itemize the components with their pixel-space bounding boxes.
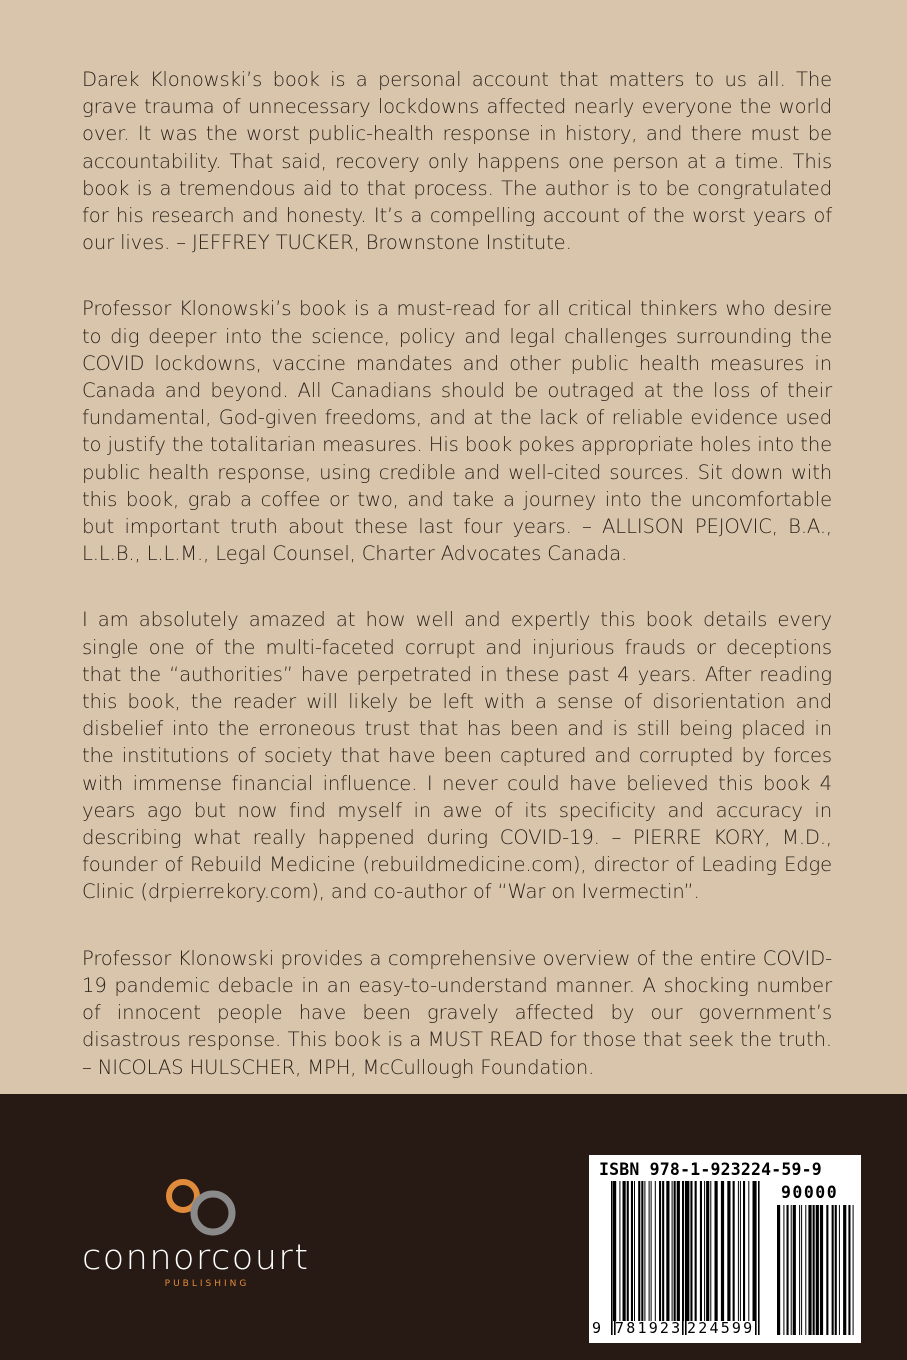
- barcode-bar: [805, 1205, 806, 1335]
- barcode-bar: [721, 1181, 724, 1321]
- barcode-bar: [690, 1181, 692, 1321]
- barcode-bar: [619, 1181, 620, 1321]
- endorsement-hulscher: Professor Klonowski provides a comprehensive overview of the entire COVID-19 pandemic debacle in an easy-to-understand manner. A shocking number of innocent people have been gravely affected by our government’s disastrous response. This book is a MUST READ for those that seek the truth. – NICOLAS HULSCHER, MPH, McCullough Foundation.: [82, 946, 832, 1079]
- barcode-guard-bar: [614, 1181, 616, 1335]
- barcode-bar: [791, 1205, 792, 1335]
- barcode-bar: [816, 1205, 819, 1335]
- barcode-bar: [733, 1181, 735, 1321]
- barcode-bar: [813, 1205, 815, 1335]
- barcode-bar: [793, 1205, 796, 1335]
- barcode-bar: [820, 1205, 823, 1335]
- isbn-label: ISBN 978-1-923224-59-9: [599, 1160, 822, 1179]
- endorsement-tucker: Darek Klonowski’s book is a personal account that matters to us all. The grave trauma of unnecessary lockdowns affected nearly everyone the world over. It was the worst public-health response in history, and there must be accountability. That said, recovery only happens one person at a time. This book is a tremendous aid to that process. The author is to be congratulated for his research and honesty. It’s a compelling account of the worst years of our lives. – JEFFREY TUCKER, Brownstone Institute.: [82, 68, 832, 255]
- barcode-bar: [666, 1181, 669, 1321]
- barcode-bar: [704, 1181, 705, 1321]
- barcode-bar: [677, 1181, 680, 1321]
- barcode-bar: [777, 1205, 780, 1335]
- barcode-guard-bar: [755, 1181, 757, 1335]
- barcode-bar: [695, 1181, 697, 1321]
- barcode-bar: [715, 1181, 718, 1321]
- barcode-bar: [638, 1181, 640, 1321]
- barcode-bar: [853, 1205, 854, 1335]
- barcode-bar: [808, 1205, 811, 1335]
- barcode-bar: [623, 1181, 626, 1321]
- barcode-bar: [644, 1181, 645, 1321]
- barcode-guard-bar: [611, 1181, 613, 1335]
- barcode-bar: [839, 1205, 840, 1335]
- barcode-bar: [740, 1181, 741, 1321]
- barcode-bar: [634, 1181, 635, 1321]
- publisher-name: connorcourt: [82, 1238, 310, 1278]
- barcode-bar: [674, 1181, 676, 1321]
- barcode-bar: [799, 1205, 800, 1335]
- barcode-bar: [662, 1181, 664, 1321]
- barcode-bars: [589, 1155, 861, 1343]
- barcode-bar: [631, 1181, 633, 1321]
- barcode-bar: [801, 1205, 802, 1335]
- barcode-bar: [659, 1181, 661, 1321]
- barcode-digit-first: 9: [592, 1319, 602, 1337]
- endorsements: [82, 66, 832, 1120]
- barcode-guard-bar: [682, 1181, 684, 1335]
- barcode-bar: [787, 1205, 789, 1335]
- barcode-bar: [686, 1181, 689, 1321]
- barcode-bar: [843, 1205, 846, 1335]
- barcode-bar: [738, 1181, 739, 1321]
- barcode-bar: [835, 1205, 837, 1335]
- endorsement-pejovic: Professor Klonowski’s book is a must-read for all critical thinkers who desire to dig deeper into the science, policy and legal challenges surrounding the COVID lockdowns, vaccine mandates and other public health measures in Canada and beyond. All Canadians should be outraged at the loss of their fundamental, God-given freedoms, and at the lack of reliable evidence used to justify the totalitarian measures. His book pokes appropriate holes into the public health response, using credible and well-cited sources. Sit down with this book, grab a coffee or two, and take a journey into the uncomfortable but important truth about these last four years. – ALLISON PEJOVIC, B.A., L.L.B., L.L.M., Legal Counsel, Charter Advocates Canada.: [82, 297, 832, 566]
- barcode-bar: [649, 1181, 650, 1321]
- barcode-bar: [651, 1181, 652, 1321]
- barcode-bar: [655, 1181, 656, 1321]
- barcode-bar: [727, 1181, 730, 1321]
- isbn-barcode: [589, 1155, 861, 1343]
- barcode-guard-bar: [685, 1181, 687, 1335]
- barcode-bar: [743, 1181, 745, 1321]
- barcode-bar: [848, 1205, 850, 1335]
- barcode-bar: [700, 1181, 702, 1321]
- barcode-bar: [641, 1181, 643, 1321]
- barcode-digits-left: 781923: [615, 1319, 683, 1337]
- barcode-bar: [748, 1181, 749, 1321]
- barcode-bar: [627, 1181, 629, 1321]
- barcode-bar: [783, 1205, 784, 1335]
- endorsement-kory: I am absolutely amazed at how well and expertly this book details every single one of the multi-faceted corrupt and injurious frauds or deceptions that the “authorities” have perpetrated in these past 4 years. After reading this book, the reader will likely be left with a sense of disorientation and disbelief into the erroneous trust that has been and is still being placed in the institutions of society that have been captured and corrupted by forces with immense financial influence. I never could have believed this book 4 years ago but now find myself in awe of its specificity and accuracy in describing what really happened during COVID-19. – PIERRE KORY, M.D., founder of Rebuild Medicine (rebuildmedicine.com), director of Leading Edge Clinic (drpierrekory.com), and co-author of “War on Ivermectin”.: [82, 608, 832, 904]
- barcode-guard-bar: [758, 1181, 760, 1335]
- barcode-digits-right: 224599: [687, 1319, 755, 1337]
- barcode-bar: [672, 1181, 673, 1321]
- barcode-bar: [710, 1181, 711, 1321]
- price-code: 90000: [781, 1183, 839, 1202]
- publisher-subtitle: PUBLISHING: [164, 1279, 250, 1289]
- barcode-bar: [832, 1205, 834, 1335]
- back-cover-footer: [0, 1094, 907, 1360]
- barcode-bar: [826, 1205, 828, 1335]
- barcode-bar: [706, 1181, 709, 1321]
